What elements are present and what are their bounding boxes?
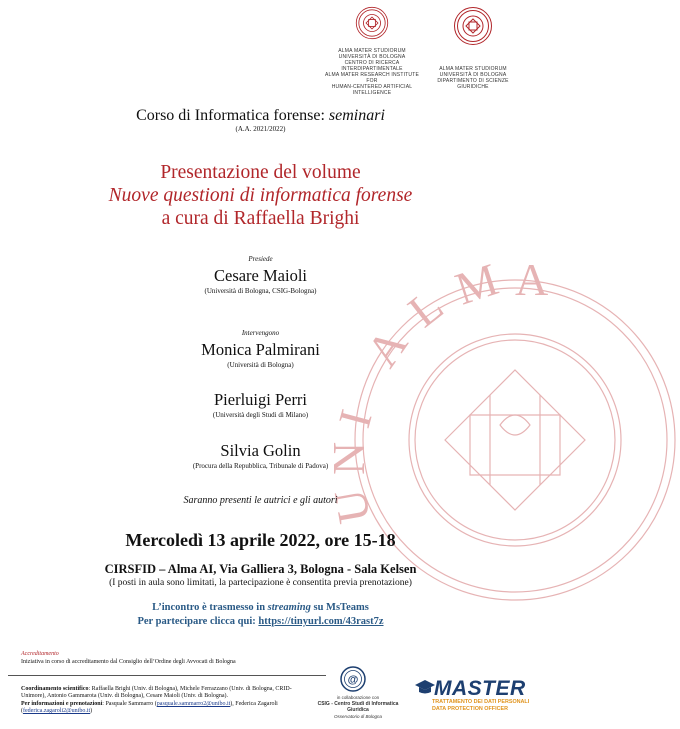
logo-left-line5: HUMAN-CENTERED ARTIFICIAL INTELLIGENCE — [331, 84, 413, 96]
speaker-name: Pierluigi Perri — [213, 390, 308, 409]
university-seal-icon — [453, 6, 493, 46]
csig-logo-icon — [340, 666, 366, 692]
speakers-role: Intervengono — [241, 329, 280, 337]
academic-year: (A.A. 2021/2022) — [235, 125, 286, 133]
dsg-logo — [428, 6, 518, 90]
join-line: Per partecipare clicca qui: https://tinyurl.com/43rast7z — [137, 616, 384, 627]
divider — [8, 675, 326, 676]
speaker-affiliation: (Università degli Studi di Milano) — [212, 411, 309, 419]
chair-role: Presiede — [248, 255, 273, 263]
speaker-affiliation: (Università di Bologna) — [227, 361, 294, 369]
authors-note: Saranno presenti le autrici e gli autori — [183, 495, 338, 506]
logo-right-line3: DIPARTIMENTO DI SCIENZE GIURIDICHE — [437, 78, 509, 90]
series-title: Corso di Informatica forense: seminari — [136, 107, 385, 124]
email-link[interactable]: federica.zagaroli2@unibo.it — [23, 708, 91, 715]
teams-link[interactable]: https://tinyurl.com/43rast7z — [258, 616, 384, 627]
svg-text:I: I — [328, 404, 382, 433]
streaming-info: L’incontro è trasmesso in streaming su MsTeams — [152, 602, 369, 613]
logo-left-line4: ALMA MATER RESEARCH INSTITUTE FOR — [324, 72, 420, 84]
title-line3: a cura di Raffaella Brighi — [161, 208, 360, 229]
alma-ai-logo — [322, 6, 422, 96]
accreditation-title: Accreditamento — [21, 651, 59, 657]
title-line1: Presentazione del volume — [160, 162, 361, 183]
logo-left-line3: CENTRO DI RICERCA INTERDIPARTIMENTALE — [341, 60, 403, 72]
svg-text:N: N — [323, 441, 374, 475]
event-venue: CIRSFID – Alma AI, Via Galliera 3, Bologna - Sala Kelsen — [104, 562, 417, 576]
logo-right-line1: ALMA MATER STUDIORUM — [439, 66, 507, 72]
logo-left-line1: ALMA MATER STUDIORUM — [338, 48, 406, 54]
chair-affiliation: (Università di Bologna, CSIG-Bologna) — [204, 287, 317, 295]
speaker-name: Monica Palmirani — [201, 340, 320, 359]
event-date: Mercoledì 13 aprile 2022, ore 15-18 — [125, 530, 396, 550]
university-seal-icon — [355, 6, 389, 40]
svg-text:U: U — [323, 485, 380, 528]
graduation-cap-icon — [414, 679, 436, 697]
accreditation-text: Iniziativa in corso di accreditamento dal Consiglio dell’Ordine degli Avvocati di Bologna — [21, 659, 236, 665]
event-note: (I posti in aula sono limitati, la partecipazione è consentita previa prenotazione) — [109, 578, 412, 588]
email-link[interactable]: pasquale.sammarro2@unibo.it — [156, 700, 231, 707]
logo-right-line2: UNIVERSITÀ DI BOLOGNA — [439, 72, 507, 78]
coordination-info: Coordinamento scientifico: Raffaella Brighi (Univ. di Bologna), Michele Ferrazzano (Univ. di Bologna, CRID-Unimore), Antonio Gammarota (Univ. di Bologna), Cesare Maioli (Univ. di Bologna). Per informazioni e prenotazioni: Pasquale Sammarro (pasquale.sammarro2@unibo.it), Federica Zagaroli (federica.zagaroli2@unibo.it) — [21, 686, 292, 715]
svg-text:@: @ — [347, 674, 359, 686]
svg-text:A: A — [356, 319, 418, 376]
chair-name: Cesare Maioli — [213, 266, 307, 285]
university-seal-watermark — [323, 253, 680, 605]
collaboration-text: in collaborazione con CSIG - Centro Studi di Informatica Giuridica Osservatorio di Bologna — [317, 695, 399, 719]
speaker-affiliation: (Procura della Repubblica, Tribunale di Padova) — [192, 462, 329, 470]
svg-text:M: M — [449, 253, 504, 315]
book-title: Nuove questioni di informatica forense — [108, 185, 413, 206]
logo-left-line2: UNIVERSITÀ DI BOLOGNA — [338, 54, 406, 60]
svg-text:L: L — [398, 279, 453, 337]
svg-text:A: A — [515, 254, 549, 305]
speaker-name: Silvia Golin — [220, 441, 301, 460]
